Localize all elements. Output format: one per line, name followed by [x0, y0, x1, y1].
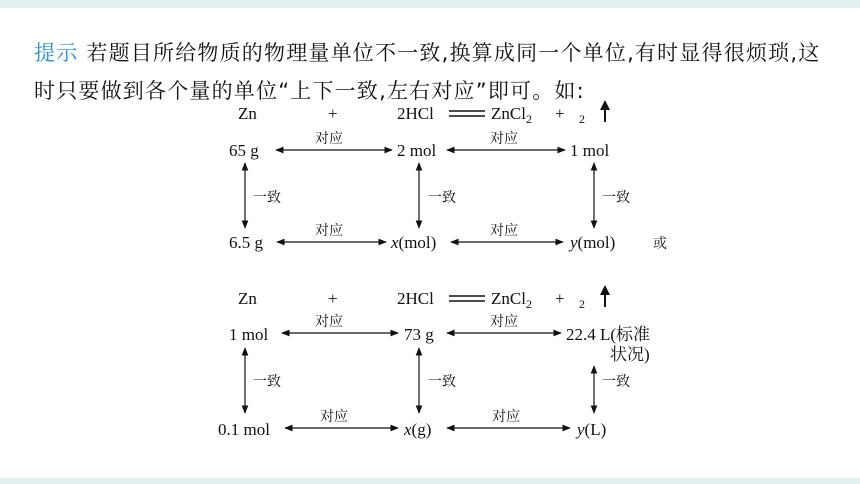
hcl-label: 2HCl [397, 289, 434, 308]
diagram-2 [218, 285, 650, 439]
d2-consistent-c: 一致 [602, 374, 630, 390]
d1-correspond-top-right: 对应 [490, 131, 518, 147]
or-word: 或 [653, 236, 667, 252]
zn-label: Zn [238, 289, 257, 308]
d1-top-c: 1 mol [570, 141, 610, 160]
hcl-label: 2HCl [397, 104, 434, 123]
d2-bottom-c: y(L) [577, 420, 607, 439]
h2-label: 2 [579, 297, 585, 311]
d1-bottom-c: y(mol) [570, 233, 616, 252]
d2-consistent-a: 一致 [253, 374, 281, 390]
d1-consistent-b: 一致 [428, 190, 456, 206]
d2-correspond-bottom-right: 对应 [492, 409, 520, 425]
d1-bottom-b: x(mol) [391, 233, 437, 252]
d2-top-c-line2: 状况) [610, 345, 650, 364]
equals-sign [449, 111, 485, 116]
zncl2-label: ZnCl$_2$ [491, 289, 532, 311]
d1-correspond-bottom-right: 对应 [490, 223, 518, 239]
d2-bottom-a: 0.1 mol [218, 420, 270, 439]
d1-consistent-a: 一致 [253, 190, 281, 206]
d1-bottom-a: 6.5 g [229, 233, 263, 252]
hint-label: 提示 [34, 41, 79, 65]
diagram-1 [229, 100, 667, 252]
d1-consistent-c: 一致 [602, 190, 630, 206]
gas-up-arrow-icon [600, 100, 610, 122]
plus-sign: + [555, 289, 565, 308]
d2-consistent-b: 一致 [428, 374, 456, 390]
hint-text: 若题目所给物质的物理量单位不一致,换算成同一个单位,有时显得很烦琐,这时只要做到各个量的单位“上下一致,左右对应”即可。如: [34, 41, 821, 103]
d1-correspond-bottom-left: 对应 [315, 223, 343, 239]
h2-label: 2 [579, 112, 585, 126]
d2-top-a: 1 mol [229, 325, 269, 344]
plus-sign: + [328, 289, 338, 308]
d1-top-b: 2 mol [397, 141, 437, 160]
d2-correspond-bottom-left: 对应 [320, 409, 348, 425]
plus-sign: + [328, 104, 338, 123]
plus-sign: + [555, 104, 565, 123]
d2-bottom-b: x(g) [404, 420, 432, 439]
d2-top-b: 73 g [404, 325, 434, 344]
zncl2-label: ZnCl$_2$ [491, 104, 532, 126]
d2-correspond-top-left: 对应 [315, 314, 343, 330]
zn-label: Zn [238, 104, 257, 123]
d2-top-c: 22.4 L(标准 [566, 325, 651, 344]
equals-sign [449, 296, 485, 301]
gas-up-arrow-icon [600, 285, 610, 307]
d1-correspond-top-left: 对应 [315, 131, 343, 147]
d1-top-a: 65 g [229, 141, 259, 160]
d2-correspond-top-right: 对应 [490, 314, 518, 330]
